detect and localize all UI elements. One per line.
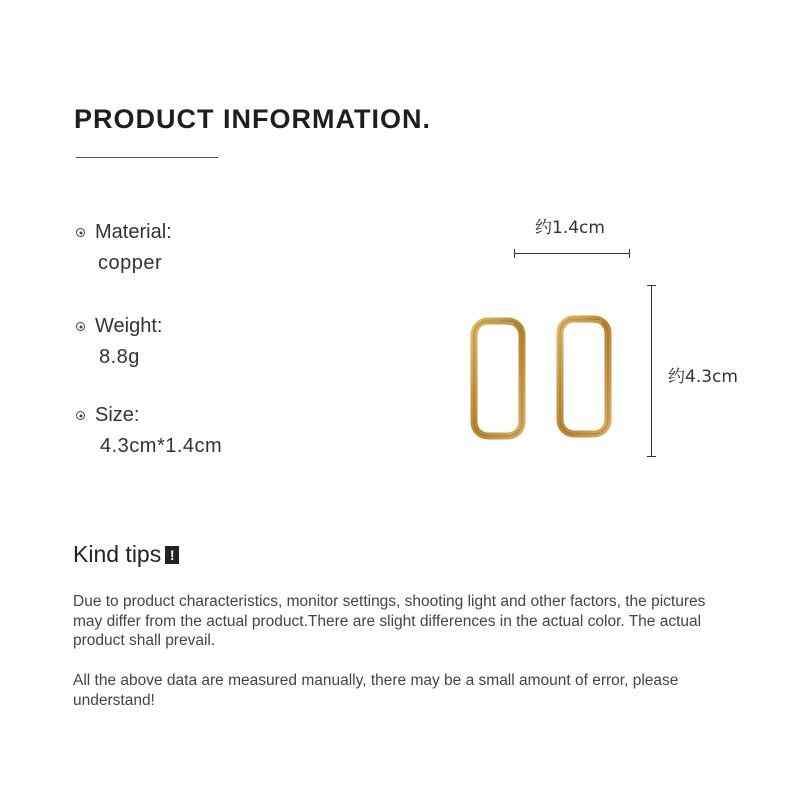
spec-value: copper: [98, 252, 163, 274]
spec-value: 4.3cm*1.4cm: [100, 435, 223, 457]
tips-paragraph: All the above data are measured manually, there may be a small amount of error, please understand!: [73, 672, 679, 709]
width-dimension-label: 约1.4cm: [535, 218, 605, 238]
spec-material: [76, 221, 172, 275]
bullet-icon: [76, 228, 85, 237]
bullet-icon: [76, 411, 85, 420]
spec-weight: [76, 315, 162, 369]
page-title: PRODUCT INFORMATION.: [74, 104, 431, 134]
height-dimension-cap: [647, 456, 656, 457]
exclamation-icon: !: [165, 546, 179, 564]
width-dimension-cap: [629, 249, 630, 258]
width-dimension-line: [514, 253, 630, 254]
spec-label: Weight:: [95, 315, 163, 337]
spec-label: Size:: [95, 404, 140, 426]
tips-paragraph: Due to product characteristics, monitor settings, shooting light and other factors, the pictures may differ from the actual product.There are slight differences in the actual color. The actual product shall prevail.: [73, 593, 706, 649]
height-dimension-label: 约4.3cm: [668, 367, 738, 387]
kind-tips-title: Kind tips: [73, 541, 162, 567]
spec-label: Material:: [95, 221, 172, 243]
height-dimension-cap: [647, 285, 656, 286]
earrings-image: [462, 312, 622, 447]
height-dimension-line: [651, 285, 652, 457]
width-dimension-cap: [514, 249, 515, 258]
bullet-icon: [76, 322, 85, 331]
right-earring: [560, 319, 608, 434]
title-underline: [76, 157, 218, 158]
spec-value: 8.8g: [99, 346, 140, 368]
kind-tips-heading: [73, 541, 179, 568]
left-earring: [474, 321, 522, 436]
spec-size: [76, 404, 222, 458]
